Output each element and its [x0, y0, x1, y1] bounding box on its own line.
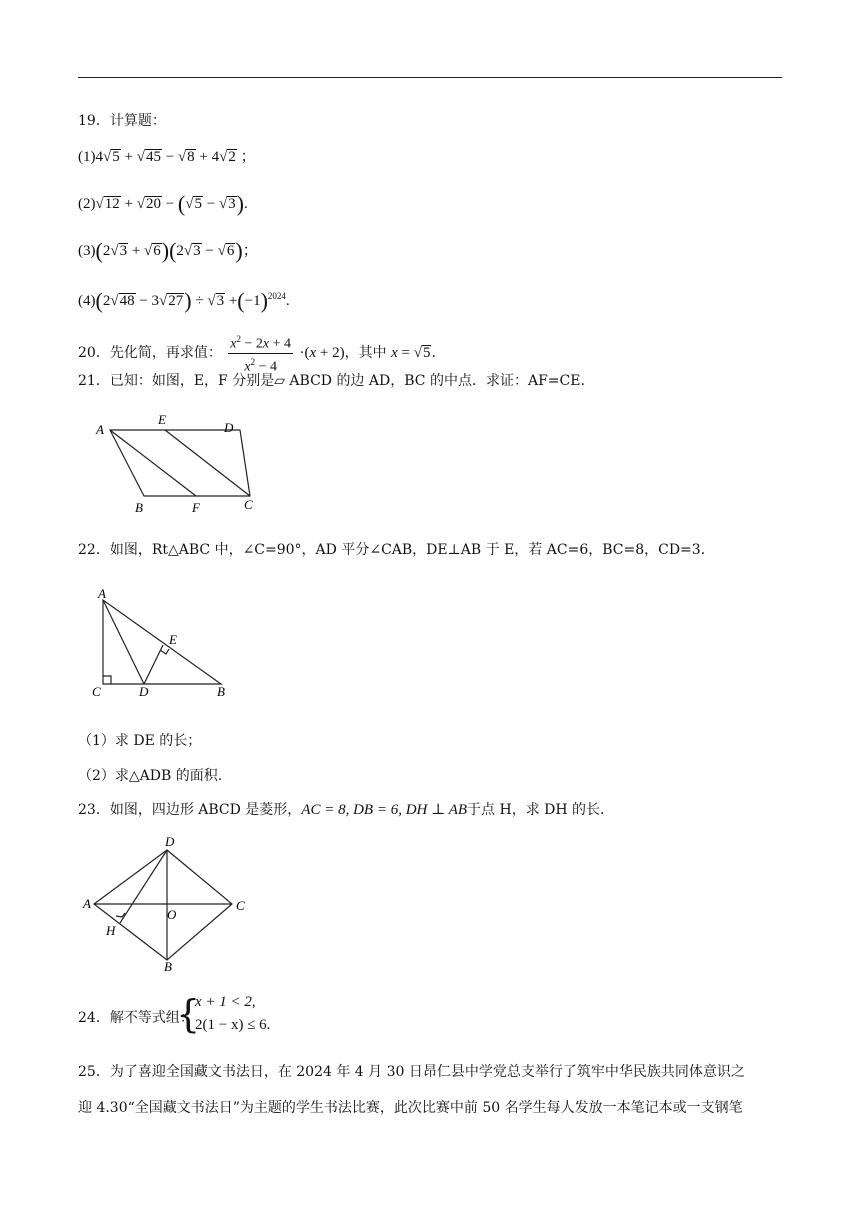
right-angle-c [103, 676, 111, 684]
label-b: B [135, 500, 143, 515]
q20-line: 20．先化简，再求值： $\frac{x^2 - 2x + 4}{x^2 - 4}$ ·(x + 2)，其中 x = √5. [78, 331, 436, 375]
label-h: H [106, 923, 116, 938]
segment-ec [165, 430, 250, 496]
q22-sub2: （2）求△ADB 的面积. [78, 768, 223, 784]
label-c: C [92, 684, 101, 699]
q19-part4: $(4)(2√48 - 3√27) \div √3 +(-1)^{2024}$. [78, 288, 290, 313]
label-d: D [165, 834, 175, 849]
header-rule [78, 77, 782, 78]
figure-parallelogram [92, 410, 272, 522]
label-e: E [169, 632, 177, 647]
q21-text: 21．已知：如图，E，F 分别是▱ ABCD 的边 AD，BC 的中点．求证：AF=CE. [78, 373, 585, 389]
segment-af [110, 430, 196, 496]
q19-part2: (2)√12 + √20 − (√5 − √3). [78, 191, 248, 216]
label-a: A [83, 896, 91, 911]
q24-row1: x + 1 < 2, [195, 994, 256, 1010]
q19-part3: (3)(2√3 + √6)(2√3 − √6)； [78, 238, 258, 263]
label-o: O [167, 907, 177, 922]
label-c: C [236, 898, 245, 913]
segment-dh [120, 850, 167, 923]
label-a: A [98, 586, 106, 601]
q20-fraction: $\frac{x^2 - 2x + 4}{x^2 - 4}$ [228, 331, 293, 375]
rhombus-abcd [94, 850, 232, 960]
label-e: E [158, 412, 166, 427]
q24-prefix: 24．解不等式组： [78, 1010, 194, 1026]
segment-de [144, 645, 163, 684]
label-f: F [192, 500, 200, 515]
q25-line1: 25．为了喜迎全国藏文书法日，在 2024 年 4 月 30 日昂仁县中学党总支举行了筑牢中华民族共同体意识之 [78, 1064, 745, 1080]
q25-line2: 迎 4.30“全国藏文书法日”为主题的学生书法比赛，此次比赛中前 50 名学生每人发放一本笔记本或一支钢笔 [78, 1100, 743, 1116]
label-a: A [96, 422, 104, 437]
label-d: D [139, 684, 149, 699]
segment-ad [103, 600, 144, 684]
label-c: C [244, 497, 253, 512]
q22-sub1: （1）求 DE 的长； [78, 733, 202, 749]
triangle-abc [103, 600, 221, 684]
q23-line: 23．如图，四边形 ABCD 是菱形，AC = 8, DB = 6, DH ⊥ AB于点 H，求 DH 的长. [78, 802, 605, 818]
label-b: B [217, 684, 225, 699]
figure-right-triangle [86, 586, 246, 702]
parallelogram-abcd [110, 430, 250, 496]
q22-text: 22．如图，Rt△ABC 中，∠C=90°，AD 平分∠CAB，DE⊥AB 于 E，若 AC=6，BC=8，CD=3. [78, 542, 706, 558]
system-brace: { [176, 992, 201, 1036]
q24-row2: 2(1 − x) ≤ 6. [195, 1017, 271, 1033]
q19-title: 19．计算题： [78, 113, 166, 129]
label-b: B [164, 959, 172, 974]
q19-part1: (1)4√5 + √45 − √8 + 4√2 ； [78, 149, 256, 165]
figure-rhombus [80, 832, 260, 974]
label-d: D [224, 420, 234, 435]
